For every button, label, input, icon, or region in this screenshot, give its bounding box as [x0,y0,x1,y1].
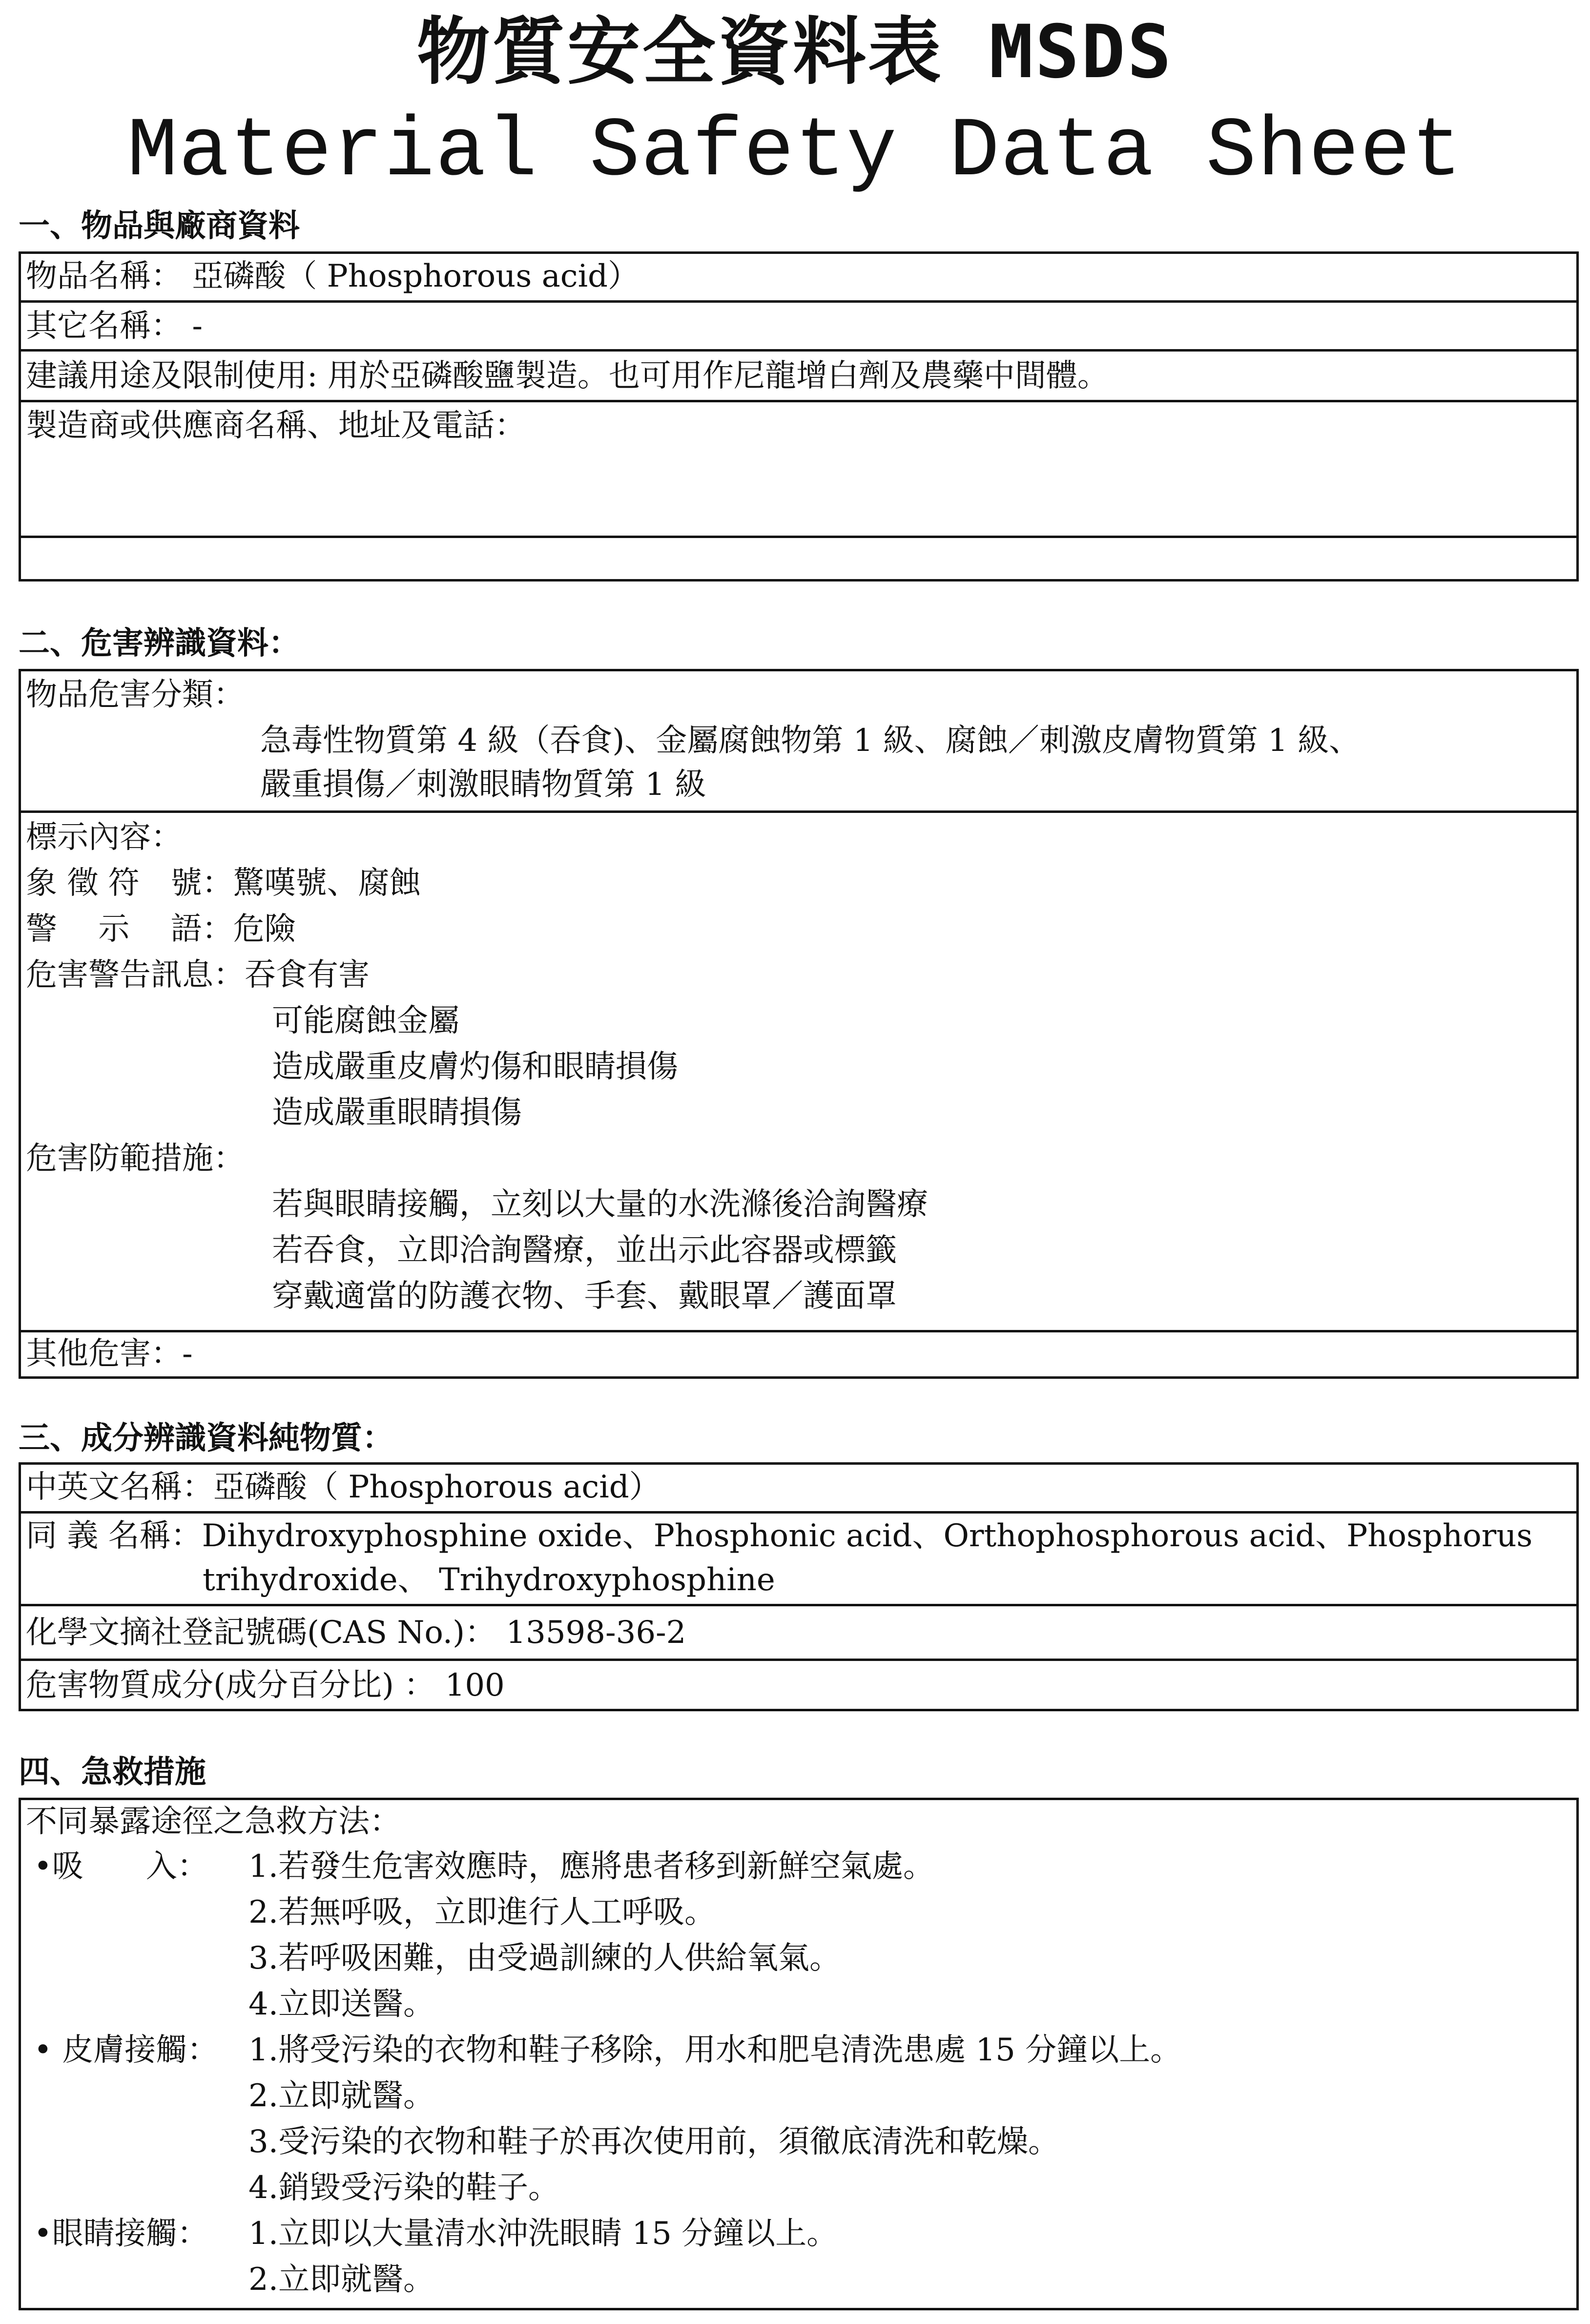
row-chemical-name [21,1465,1576,1514]
synonyms-line-1: 同 義 名稱：Dihydroxyphosphine oxide、Phosphonic acid、Orthophosphorous acid、Phosphorus [26,1518,1533,1554]
signal-word: 警 示 語：危險 [26,911,296,947]
hazard-statement-2: 可能腐蝕金屬 [272,1003,459,1039]
other-hazards: 其他危害：- [26,1336,193,1372]
precaution-2: 若吞食，立即洽詢醫療，並出示此容器或標籤 [272,1232,897,1268]
eye-contact-1: 1.立即以大量清水沖洗眼睛 15 分鐘以上。 [248,2216,838,2252]
row-recommended-use [21,352,1576,402]
row-product-name [21,254,1576,303]
row-cas [21,1606,1576,1661]
section3-heading: 三、成分辨識資料純物質： [19,1420,393,1456]
composition-percent: 危害物質成分(成分百分比) ： 100 [26,1667,505,1703]
section2-box [19,669,1579,1379]
section2-heading: 二、危害辨識資料： [19,625,300,662]
first-aid-intro: 不同暴露途徑之急救方法： [26,1804,401,1840]
classification-line-1: 急毒性物質第 4 級（吞食)、金屬腐蝕物第 1 級、腐蝕／刺激皮膚物質第 1 級、 [260,723,1361,759]
manufacturer-label: 製造商或供應商名稱、地址及電話： [26,408,526,444]
chemical-name: 中英文名稱：亞磷酸（ Phosphorous acid） [26,1469,661,1505]
recommended-use: 建議用途及限制使用: 用於亞磷酸鹽製造。也可用作尼龍增白劑及農藥中間體。 [26,358,1109,394]
section4-heading: 四、急救措施 [19,1754,206,1790]
precaution-label: 危害防範措施： [26,1141,245,1177]
inhalation-1: 1.若發生危害效應時，應將患者移到新鮮空氣處。 [248,1848,935,1885]
product-name: 物品名稱： 亞磷酸（ Phosphorous acid） [26,258,640,294]
row-label-content [21,813,1576,1332]
skin-contact-1: 1.將受污染的衣物和鞋子移除，用水和肥皂清洗患處 15 分鐘以上。 [248,2032,1182,2068]
row-other-hazards [21,1332,1576,1376]
inhalation-3: 3.若呼吸困難，由受過訓練的人供給氧氣。 [248,1940,841,1976]
row-hazard-classification [21,671,1576,813]
section1-heading: 一、物品與廠商資料 [19,208,300,244]
cas-number: 化學文摘社登記號碼(CAS No.)： 13598-36-2 [26,1615,686,1651]
eye-contact-2: 2.立即就醫。 [248,2262,435,2298]
hazard-statement-3: 造成嚴重皮膚灼傷和眼睛損傷 [272,1049,678,1085]
eye-contact-label: •眼睛接觸： [34,2216,208,2252]
classification-line-2: 嚴重損傷／刺激眼睛物質第 1 級 [260,767,706,803]
section4-box [19,1798,1579,2310]
inhalation-4: 4.立即送醫。 [248,1986,435,2022]
section3-box [19,1462,1579,1711]
row-percent [21,1661,1576,1709]
classification-label: 物品危害分類： [26,677,245,713]
title-english: Material Safety Data Sheet [127,104,1463,200]
skin-contact-label: • 皮膚接觸： [34,2032,219,2068]
row-other-names [21,303,1576,352]
skin-contact-3: 3.受污染的衣物和鞋子於再次使用前，須徹底清洗和乾燥。 [248,2124,1060,2160]
row-manufacturer [21,402,1576,538]
section1-box [19,251,1579,581]
skin-contact-4: 4.銷毀受污染的鞋子。 [248,2170,560,2206]
skin-contact-2: 2.立即就醫。 [248,2078,435,2114]
row-synonyms [21,1514,1576,1606]
inhalation-label: •吸 入： [34,1848,208,1885]
other-names: 其它名稱： - [26,308,203,344]
synonyms-line-2: trihydroxide、 Trihydroxyphosphine [203,1562,775,1598]
row-blank [21,538,1576,579]
label-content: 標示內容： [26,819,182,855]
inhalation-2: 2.若無呼吸，立即進行人工呼吸。 [248,1894,716,1930]
symbol: 象 徵 符 號：驚嘆號、腐蝕 [26,865,421,901]
precaution-3: 穿戴適當的防護衣物、手套、戴眼罩／護面罩 [272,1278,897,1314]
hazard-statement-1: 危害警告訊息：吞食有害 [26,957,370,993]
precaution-1: 若與眼睛接觸，立刻以大量的水洗滌後洽詢醫療 [272,1186,928,1223]
title-chinese: 物質安全資料表 MSDS [416,10,1174,95]
hazard-statement-4: 造成嚴重眼睛損傷 [272,1095,522,1131]
